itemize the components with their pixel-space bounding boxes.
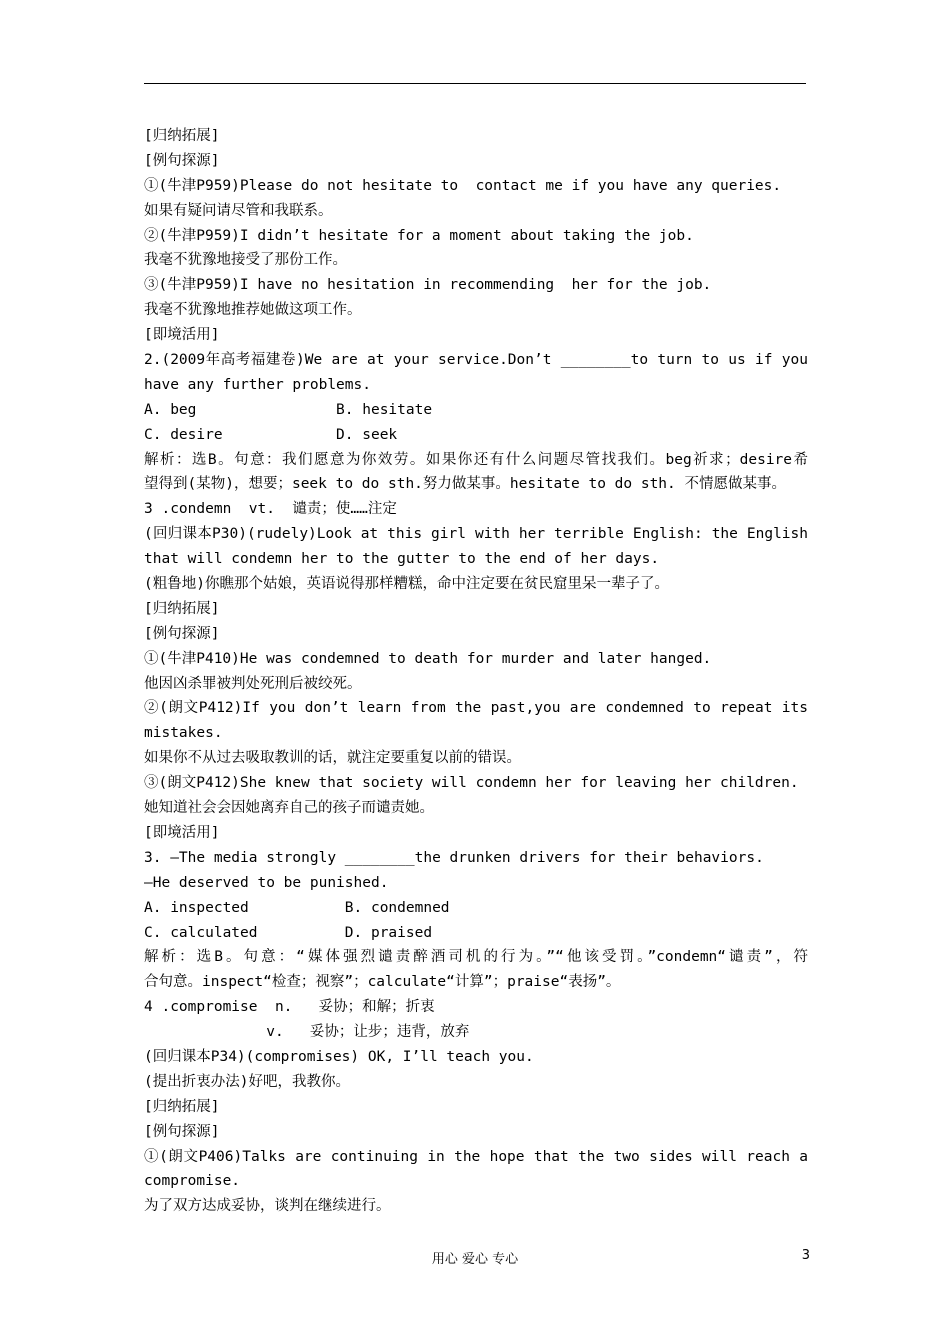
text-line: [例句探源] [144,1123,220,1140]
text-line: [即境活用] [144,824,220,841]
text-line: [归纳拓展] [144,1098,220,1115]
header-rule [144,83,806,84]
text-line: 她知道社会会因她离弃自己的孩子而谴责她。 [144,800,434,817]
text-line: have any further problems. [144,376,371,393]
option-line: A. beg B. hesitate [144,401,433,418]
body-text [144,124,808,1219]
text-line: ③(朗文P412)She knew that society will condemn her for leaving her children. [144,775,799,792]
text-line: [例句探源] [144,152,220,169]
text-line: v. 妥协；让步；违背，放弃 [144,1024,470,1041]
text-line: 为了双方达成妥协，谈判在继续进行。 [144,1198,391,1215]
text-line: 如果你不从过去吸取教训的话，就注定要重复以前的错误。 [144,750,521,767]
text-line: 解析：选B。句意：我们愿意为你效劳。如果你还有什么问题尽管找我们。beg祈求；desire希 [144,451,808,468]
page-footer: 用心 爱心 专心 [431,1252,519,1267]
text-line: ③(牛津P959)I have no hesitation in recommending her for the job. [144,277,712,294]
page-number: 3 [801,1248,810,1263]
text-line: 解析：选B。句意：“媒体强烈谴责醉酒司机的行为。”“他该受罚。”condemn“谴责”，符 [144,949,808,966]
text-line: [即境活用] [144,327,220,344]
text-line: ②(朗文P412)If you don’t learn from the past,you are condemned to repeat its [144,700,808,717]
text-line: [归纳拓展] [144,600,220,617]
text-line: (回归课本P34)(compromises) OK, I’ll teach you. [144,1048,534,1065]
text-line: (提出折衷办法)好吧，我教你。 [144,1073,350,1090]
text-line: that will condemn her to the gutter to the end of her days. [144,551,660,568]
text-line: mistakes. [144,725,223,742]
text-line: 我毫不犹豫地接受了那份工作。 [144,252,347,269]
text-line: 他因凶杀罪被判处死刑后被绞死。 [144,675,362,692]
text-line: (粗鲁地)你瞧那个姑娘，英语说得那样糟糕，命中注定要在贫民窟里呆一辈子了。 [144,576,669,593]
text-line: —He deserved to be punished. [144,874,389,891]
text-line: 望得到(某物)，想要；seek to do sth.努力做某事。hesitate to do sth. 不情愿做某事。 [144,476,786,493]
text-line: [归纳拓展] [144,128,220,144]
text-line: 2.(2009年高考福建卷)We are at your service.Don’t ________to turn to us if you [144,352,808,369]
text-line: 3. —The media strongly ________the drunken drivers for their behaviors. [144,849,764,866]
text-line: ②(牛津P959)I didn’t hesitate for a moment about taking the job. [144,227,694,244]
text-line: 4 .compromise n. 妥协；和解；折衷 [144,999,435,1016]
option-line: C. desire D. seek [144,426,398,443]
text-line: 合句意。inspect“检查；视察”；calculate“计算”；praise“表扬”。 [144,974,621,991]
text-line: 如果有疑问请尽管和我联系。 [144,202,333,219]
text-line: compromise. [144,1173,241,1190]
text-line: ①(牛津P959)Please do not hesitate to contact me if you have any queries. [144,177,782,194]
text-line: ①(朗文P406)Talks are continuing in the hope that the two sides will reach a [144,1148,808,1165]
text-line: [例句探源] [144,625,220,642]
option-line: C. calculated D. praised [144,924,433,941]
text-line: 我毫不犹豫地推荐她做这项工作。 [144,302,362,319]
text-line: ①(牛津P410)He was condemned to death for murder and later hanged. [144,650,712,667]
text-line: (回归课本P30)(rudely)Look at this girl with her terrible English: the English [144,526,808,543]
text-line: 3 .condemn vt. 谴责；使……注定 [144,501,397,518]
option-line: A. inspected B. condemned [144,899,450,916]
